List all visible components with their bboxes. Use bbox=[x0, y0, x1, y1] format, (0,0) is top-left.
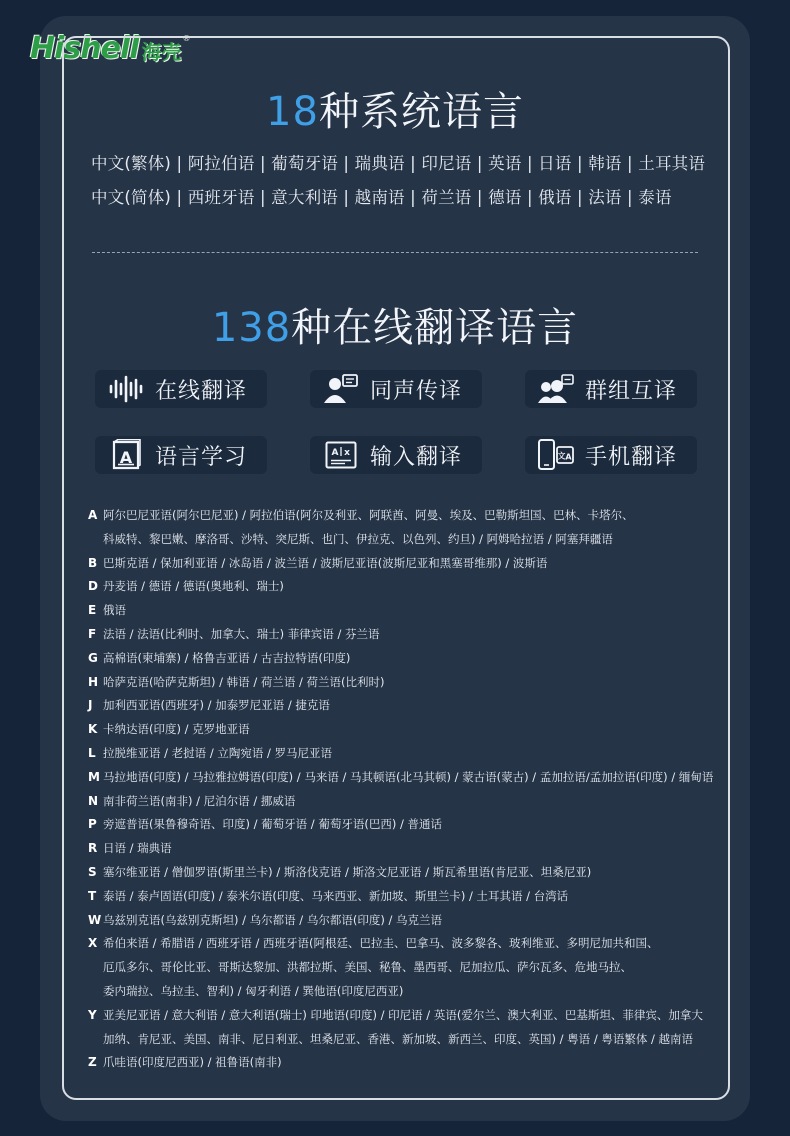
language-row bbox=[88, 694, 708, 718]
language-index-letter: H bbox=[88, 674, 99, 689]
language-names: 委内瑞拉、乌拉圭、智利) / 匈牙利语 / 巽他语(印度尼西亚) bbox=[103, 983, 404, 998]
input-translate-icon bbox=[322, 440, 360, 470]
language-names: 亚美尼亚语 / 意大利语 / 意大利语(瑞士) 印地语(印度) / 印尼语 / 英语(爱尔兰、澳大利亚、巴基斯坦、菲律宾、加拿大 bbox=[103, 1007, 703, 1022]
logo-brand-text: Hishell bbox=[30, 31, 139, 66]
system-languages-title-text: 种系统语言 bbox=[318, 89, 524, 135]
system-languages-line-1: 中文(繁体) | 阿拉伯语 | 葡萄牙语 | 瑞典语 | 印尼语 | 英语 | 日语 | 韩语 | 土耳其语 bbox=[91, 154, 706, 173]
language-names: 丹麦语 / 德语 / 德语(奥地利、瑞士) bbox=[103, 579, 284, 594]
language-book-icon bbox=[107, 440, 145, 470]
language-row bbox=[88, 623, 708, 647]
language-index-letter: T bbox=[88, 888, 97, 903]
system-languages-title bbox=[0, 80, 790, 137]
phone-translate-icon bbox=[537, 440, 575, 470]
language-row bbox=[88, 956, 708, 980]
svg-text:文: 文 bbox=[557, 451, 566, 461]
language-row bbox=[88, 861, 708, 885]
feature-label: 同声传译 bbox=[370, 378, 463, 404]
language-names: 阿尔巴尼亚语(阿尔巴尼亚) / 阿拉伯语(阿尔及利亚、阿联酋、阿曼、埃及、巴勒斯坦国、巴林、卡塔尔、 bbox=[103, 508, 634, 522]
language-row bbox=[88, 790, 708, 814]
language-row bbox=[88, 718, 708, 742]
feature-label: 手机翻译 bbox=[585, 444, 678, 470]
system-languages-count: 18 bbox=[266, 89, 319, 135]
language-row bbox=[88, 1051, 708, 1075]
language-row bbox=[88, 575, 708, 599]
language-index-letter: G bbox=[88, 650, 98, 665]
language-row bbox=[88, 813, 708, 837]
language-names: 马拉地语(印度) / 马拉雅拉姆语(印度) / 马来语 / 马其顿语(北马其顿) / 蒙古语(蒙古) / 孟加拉语/孟加拉语(印度) / 缅甸语 bbox=[103, 769, 714, 784]
registered-mark: ® bbox=[182, 34, 191, 43]
language-index-letter: Y bbox=[88, 1007, 97, 1022]
language-row bbox=[88, 932, 708, 956]
language-index-letter: E bbox=[88, 603, 97, 618]
language-names: 哈萨克语(哈萨克斯坦) / 韩语 / 荷兰语 / 荷兰语(比利时) bbox=[103, 674, 385, 689]
language-index-letter: K bbox=[88, 722, 98, 737]
feature-language-learning bbox=[95, 436, 267, 474]
feature-label: 在线翻译 bbox=[155, 378, 248, 404]
language-index-letter: L bbox=[88, 745, 96, 760]
feature-simultaneous-interpretation bbox=[310, 370, 482, 408]
language-row bbox=[88, 1028, 708, 1052]
language-row bbox=[88, 528, 708, 552]
speaker-person-icon bbox=[322, 374, 360, 404]
svg-text:A: A bbox=[565, 452, 572, 462]
language-names: 加纳、肯尼亚、美国、南非、尼日利亚、坦桑尼亚、香港、新加坡、新西兰、印度、英国) / 粤语 / 粤语繁体 / 越南语 bbox=[103, 1031, 694, 1046]
feature-online-translation bbox=[95, 370, 267, 408]
group-chat-icon bbox=[537, 374, 575, 404]
language-index-letter: A bbox=[88, 508, 98, 522]
language-row bbox=[88, 766, 714, 790]
language-row bbox=[88, 742, 708, 766]
language-index-letter: J bbox=[88, 698, 93, 713]
language-names: 泰语 / 泰卢固语(印度) / 泰米尔语(印度、马来西亚、新加坡、斯里兰卡) / 土耳其语 / 台湾话 bbox=[103, 888, 569, 903]
language-row bbox=[88, 552, 708, 576]
language-names: 旁遮普语(果鲁穆奇语、印度) / 葡萄牙语 / 葡萄牙语(巴西) / 普通话 bbox=[103, 817, 442, 832]
system-languages-line-2: 中文(简体) | 西班牙语 | 意大利语 | 越南语 | 荷兰语 | 德语 | 俄语 | 法语 | 泰语 bbox=[91, 188, 672, 207]
language-list bbox=[88, 504, 714, 1075]
language-index-letter: P bbox=[88, 817, 97, 832]
language-names: 爪哇语(印度尼西亚) / 祖鲁语(南非) bbox=[103, 1055, 282, 1070]
language-row bbox=[88, 504, 708, 528]
language-names: 高棉语(柬埔寨) / 格鲁吉亚语 / 古吉拉特语(印度) bbox=[103, 650, 351, 665]
language-names: 卡纳达语(印度) / 克罗地亚语 bbox=[103, 722, 250, 737]
language-index-letter: D bbox=[88, 579, 98, 594]
language-names: 厄瓜多尔、哥伦比亚、哥斯达黎加、洪都拉斯、美国、秘鲁、墨西哥、尼加拉瓜、萨尔瓦多、危地马拉、 bbox=[103, 960, 632, 975]
language-names: 塞尔维亚语 / 僧伽罗语(斯里兰卡) / 斯洛伐克语 / 斯洛文尼亚语 / 斯瓦希里语(肯尼亚、坦桑尼亚) bbox=[103, 864, 592, 879]
language-row bbox=[88, 909, 708, 933]
language-names: 南非荷兰语(南非) / 尼泊尔语 / 挪威语 bbox=[103, 793, 296, 808]
online-languages-title bbox=[0, 296, 790, 353]
feature-label: 语言学习 bbox=[155, 444, 248, 470]
language-index-letter: M bbox=[88, 769, 100, 784]
language-names: 巴斯克语 / 保加利亚语 / 冰岛语 / 波兰语 / 波斯尼亚语(波斯尼亚和黑塞哥维那) / 波斯语 bbox=[103, 555, 548, 570]
language-index-letter: X bbox=[88, 936, 98, 951]
language-row bbox=[88, 647, 708, 671]
svg-text:A: A bbox=[119, 448, 133, 467]
language-names: 俄语 bbox=[103, 603, 126, 618]
language-row bbox=[88, 885, 708, 909]
language-names: 拉脱维亚语 / 老挝语 / 立陶宛语 / 罗马尼亚语 bbox=[103, 745, 333, 760]
language-names: 日语 / 瑞典语 bbox=[103, 841, 172, 856]
svg-text:A: A bbox=[331, 448, 339, 458]
dashed-divider bbox=[92, 252, 698, 253]
feature-input-translation bbox=[310, 436, 482, 474]
online-languages-count: 138 bbox=[211, 305, 292, 351]
language-row bbox=[88, 599, 708, 623]
language-names: 加利西亚语(西班牙) / 加泰罗尼亚语 / 捷克语 bbox=[103, 698, 330, 713]
online-languages-title-text: 种在线翻译语言 bbox=[291, 305, 579, 351]
language-row bbox=[88, 1004, 708, 1028]
sound-wave-icon bbox=[107, 374, 145, 404]
language-index-letter: Z bbox=[88, 1055, 97, 1070]
language-index-letter: B bbox=[88, 555, 98, 570]
language-row bbox=[88, 980, 708, 1004]
language-row bbox=[88, 837, 708, 861]
feature-label: 输入翻译 bbox=[370, 444, 463, 470]
language-index-letter: R bbox=[88, 841, 98, 856]
svg-text:x: x bbox=[344, 448, 350, 458]
language-names: 希伯来语 / 希腊语 / 西班牙语 / 西班牙语(阿根廷、巴拉圭、巴拿马、波多黎各、玻利维亚、多明尼加共和国、 bbox=[103, 936, 659, 951]
feature-label: 群组互译 bbox=[585, 378, 678, 404]
language-names: 乌兹别克语(乌兹别克斯坦) / 乌尔都语 / 乌尔都语(印度) / 乌克兰语 bbox=[103, 912, 442, 927]
feature-phone-translation bbox=[525, 436, 697, 474]
language-row bbox=[88, 671, 708, 695]
language-index-letter: W bbox=[88, 912, 102, 927]
language-index-letter: F bbox=[88, 626, 97, 641]
feature-group-translation bbox=[525, 370, 697, 408]
language-index-letter: S bbox=[88, 864, 97, 879]
language-names: 法语 / 法语(比利时、加拿大、瑞士) 菲律宾语 / 芬兰语 bbox=[103, 626, 380, 641]
logo-chinese-text: 海壳 bbox=[141, 40, 182, 64]
language-index-letter: N bbox=[88, 793, 99, 808]
language-names: 科威特、黎巴嫩、摩洛哥、沙特、突尼斯、也门、伊拉克、以色列、约旦) / 阿姆哈拉语 / 阿塞拜疆语 bbox=[103, 531, 613, 546]
